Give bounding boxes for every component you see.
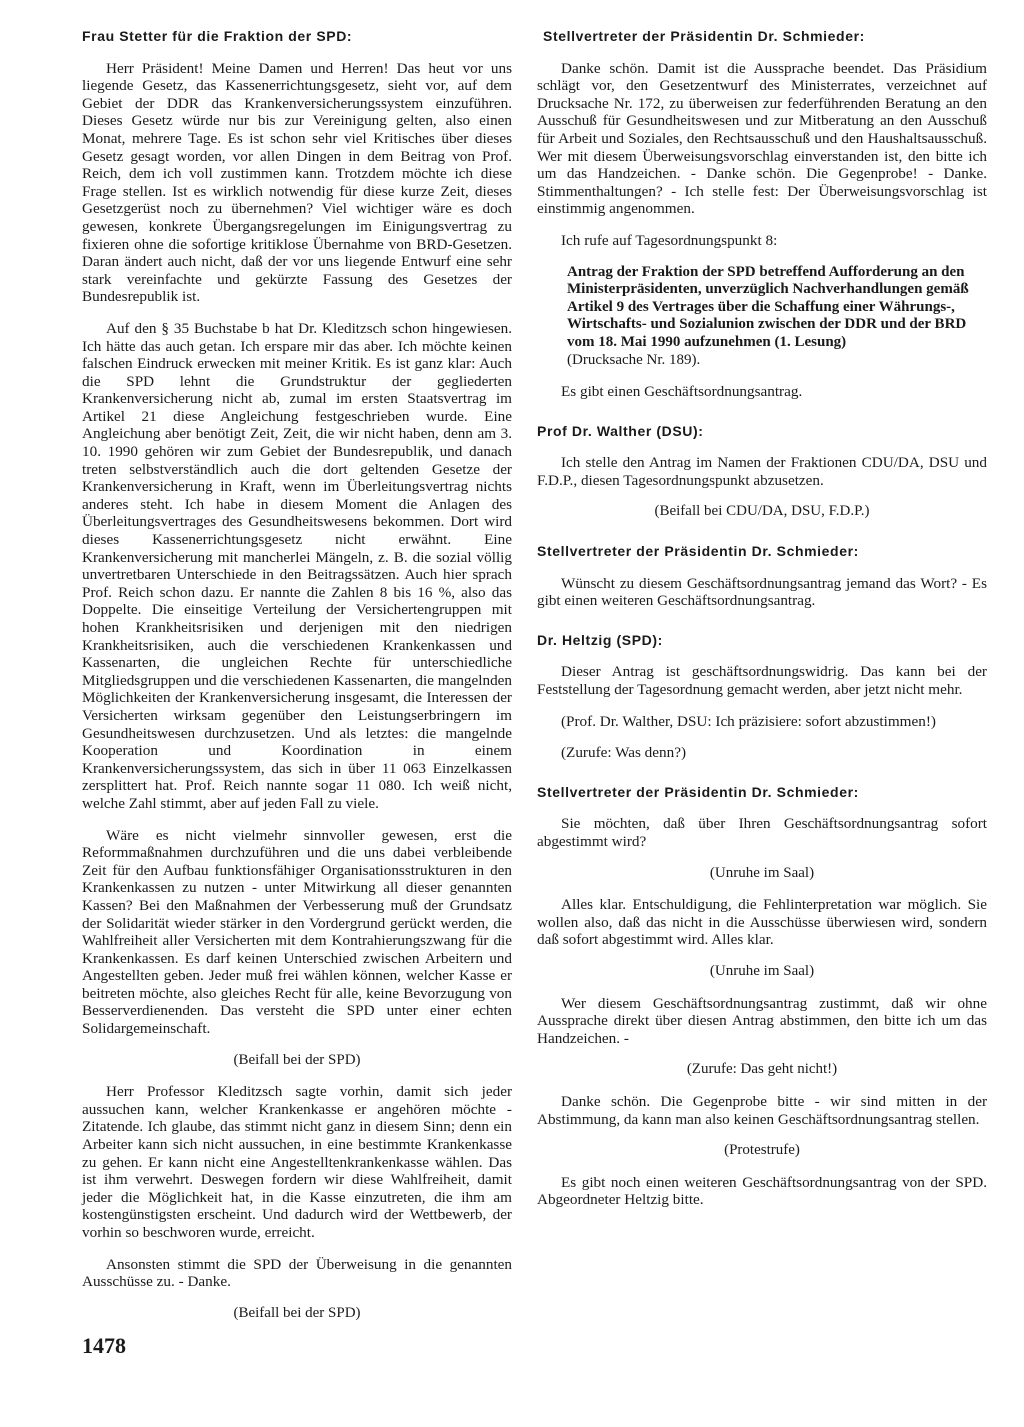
interjection: (Prof. Dr. Walther, DSU: Ich präzisiere: sofort abzustimmen!)	[561, 712, 936, 730]
paragraph: Sie möchten, daß über Ihren Geschäftsordnungsantrag sofort abgestimmt wird?	[537, 815, 987, 850]
paragraph: Wäre es nicht vielmehr sinnvoller gewesen, erst die Reformmaßnahmen durchzuführen und die uns dabei verbleibende Zeit für den Aufbau funktionsfähiger Organisationsstrukturen in den Krankenkassen zu nutzen - unter Mitwirkung all dieser genannten Kassen? Bei den Maßnahmen der Verbesserung muß der Grundsatz der Solidarität wieder stärker in den Vordergrund gerückt werden, die Wahlfreiheit aller Versicherten mit dem Kontrahierungszwang für die Krankenkassen. Es darf keinen Unterschied zwischen Arbeitern und Angestellten geben. Jeder muß frei wählen können, welcher Kasse er beitreten möchte, also gleiches Recht für alle, keine Bevorzugung von Besserverdienenden. Das versteht die SPD unter einer echten Solidargemeinschaft.	[82, 826, 512, 1038]
paragraph: Wer diesem Geschäftsordnungsantrag zustimmt, daß wir ohne Aussprache direkt über diesen Antrag abstimmen, den bitte ich um das Handzeichen. -	[537, 994, 987, 1047]
left-column	[82, 28, 512, 1336]
speaker-heading: Frau Stetter für die Fraktion der SPD:	[82, 28, 353, 44]
paragraph: Ich stelle den Antrag im Namen der Fraktionen CDU/DA, DSU und F.D.P., diesen Tagesordnungspunkt abzusetzen.	[537, 454, 987, 489]
applause-note: (Beifall bei der SPD)	[233, 1051, 361, 1068]
applause-note: (Beifall bei CDU/DA, DSU, F.D.P.)	[654, 503, 870, 520]
page-number: 1478	[82, 1333, 126, 1358]
speaker-heading: Stellvertreter der Präsidentin Dr. Schmieder:	[543, 28, 865, 44]
unrest-note: (Unruhe im Saal)	[709, 962, 815, 979]
paragraph: Auf den § 35 Buchstabe b hat Dr. Kleditzsch schon hingewiesen. Ich hätte das auch getan. Ich erspare mir das aber. Ich möchte keinen falschen Eindruck erwecken mit meiner Kritik. Es ist ganz klar: Auch die SPD lehnt die Grundstruktur der gegliederten Krankenversicherung nicht ab, zumal im ersten Staatsvertrag im Artikel 21 diese Angleichung festgeschrieben wurde. Eine Angleichung aber benötigt Zeit, Zeit, die wir nicht haben, denn am 3. 10. 1990 gehören wir zum Gebiet der Bundesrepublik, und danach treten selbstverständlich auch die dort geltenden Gesetze der Krankenversicherung in Kraft, wenn im Überleitungsvertrag nichts anderes steht. Ich habe in diesem Moment die Anlagen des Überleitungsvertrages des Gesundheitswesens bekommen. Dort wird dieses Kassenerrichtungsgesetz nicht erwähnt. Eine Krankenversicherung mit mancherlei Mängeln, z. B. die sozial völlig unvertretbaren Unterschiede in den Beitragssätzen. Auch hier sprach Prof. Reich schon dazu. Er nannte die Zahlen 8 bis 16 %, also das Doppelte. Die einseitige Verteilung der Versichertengruppen mit hohen Krankheitsrisiken und derjenigen mit den niedrigen Krankheitsrisiken, auch die verschiedenen Krankenkassen und Kassenarten, die ungleichen Rechte für unterschiedliche Mitgliedsgruppen und die verschiedenen Kassenarten, die mangelnden Möglichkeiten der Krankenversicherung insgesamt, die Interessen der Versicherten wirksam gegenüber den Leistungserbringern im Gesundheitswesen durchzusetzen. Und als letztes: die mangelnde Kooperation und Koordination in einem Krankenversicherungssystem, das sich in über 11 063 Einzelkassen zersplittert hat. Prof. Reich nannte sogar 11 080. Ich weiß nicht, welche Zahl stimmt, aber auf jeden Fall zu viele.	[82, 319, 512, 812]
unrest-note: (Unruhe im Saal)	[709, 864, 815, 881]
paragraph: Wünscht zu diesem Geschäftsordnungsantrag jemand das Wort? - Es gibt einen weiteren Geschäftsordnungsantrag.	[537, 574, 987, 610]
motion-title: Antrag der Fraktion der SPD betreffend Aufforderung an den Ministerpräsidenten, unverzüglich Nachverhandlungen gemäß Artikel 9 des Vertrages über die Schaffung einer Währungs-, Wirtschafts- und Sozialunion zwischen der DDR und der BRD vom 18. Mai 1990 aufzunehmen (1. Lesung)	[567, 263, 969, 350]
interjection: (Zurufe: Das geht nicht!)	[686, 1061, 838, 1078]
paragraph: Es gibt einen Geschäftsordnungsantrag.	[561, 383, 803, 401]
right-column	[537, 28, 987, 1223]
paragraph: Herr Professor Kleditzsch sagte vorhin, damit sich jeder aussuchen kann, welcher Krankenkasse er angehören möchte - Zitatende. Ich glaube, das stimmt nicht ganz in diesem Sinn; denn ein Arbeiter kann sich nicht aussuchen, in eine bestimmte Krankenkasse zu gehen. Er kann nicht eine Angestelltenkrankenkasse wählen. Das ist ihm verwehrt. Deswegen fordern wir diese Wahlfreiheit, damit jeder die Möglichkeit hat, in die Kasse einzutreten, die ihm am kostengünstigsten erscheint. Und dadurch wird der Wettbewerb, der vorhin so beschworen wurde, erreicht.	[82, 1083, 512, 1241]
speaker-heading: Stellvertreter der Präsidentin Dr. Schmieder:	[537, 543, 859, 560]
paragraph: Herr Präsident! Meine Damen und Herren! Das heut vor uns liegende Gesetz, das Kassenerrichtungsgesetz, sieht vor, auf dem Gebiet der DDR das Krankenversicherungssystem einzuführen. Dieses Gesetz würde nur bis zur Vereinigung gelten, also einen Monat, mehrere Tage. Es ist schon sehr viel Kritisches über dieses Gesetz gesagt worden, vor allen Dingen in dem Beitrag von Prof. Reich, dem ich voll zustimmen kann. Trotzdem möchte ich diese Frage stellen. Ist es wirklich notwendig für diese kurze Zeit, dieses Gesetzgerüst noch zu übernehmen? Viel wichtiger wäre es doch gewesen, konkrete Übergangsregelungen im Einigungsvertrag zu fixieren ohne die sofortige kritiklose Übernahme von BRD-Gesetzen. Daran ändert auch nicht, daß der vor uns liegende Entwurf eine sehr stark vereinfachte und gekürzte Fassung des Gesetzes der Bundesrepublik ist.	[82, 59, 512, 306]
applause-note: (Beifall bei der SPD)	[233, 1304, 361, 1321]
paragraph: Es gibt noch einen weiteren Geschäftsordnungsantrag von der SPD. Abgeordneter Heltzig bitte.	[537, 1173, 987, 1209]
motion-reference: (Drucksache Nr. 189).	[567, 351, 701, 368]
speaker-heading: Prof Dr. Walther (DSU):	[537, 422, 704, 439]
paragraph: Danke schön. Die Gegenprobe bitte - wir sind mitten in der Abstimmung, da kann man also keinen Geschäftsordnungsantrag stellen.	[537, 1092, 987, 1128]
interjection: (Zurufe: Was denn?)	[561, 744, 687, 762]
paragraph: Danke schön. Damit ist die Aussprache beendet. Das Präsidium schlägt vor, den Gesetzentwurf des Ministerrates, verzeichnet auf Drucksache Nr. 172, zu überweisen zur federführenden Beratung an den Ausschuß für Gesundheitswesen und zur Mitberatung an den Ausschuß für Arbeit und Soziales, den Rechtsausschuß und den Haushaltsausschuß. Wer mit diesem Überweisungsvorschlag einverstanden ist, den bitte ich um das Handzeichen. - Danke schön. Die Gegenprobe! - Danke. Stimmenthaltungen? - Ich stelle fest: Der Überweisungsvorschlag ist einstimmig angenommen.	[537, 59, 987, 218]
paragraph: Ich rufe auf Tagesordnungspunkt 8:	[561, 231, 778, 249]
paragraph: Dieser Antrag ist geschäftsordnungswidrig. Das kann bei der Feststellung der Tagesordnung gemacht werden, aber jetzt nicht mehr.	[537, 663, 987, 699]
speaker-heading: Stellvertreter der Präsidentin Dr. Schmieder:	[537, 783, 859, 800]
agenda-motion	[567, 264, 987, 370]
paragraph: Ansonsten stimmt die SPD der Überweisung in die genannten Ausschüsse zu. - Danke.	[82, 1255, 512, 1291]
speaker-heading: Dr. Heltzig (SPD):	[537, 631, 663, 648]
paragraph: Alles klar. Entschuldigung, die Fehlinterpretation war möglich. Sie wollen also, daß das nicht in die Ausschüsse überwiesen wird, sondern daß sofort abgestimmt wird. Alles klar.	[537, 896, 987, 949]
protest-note: (Protestrufe)	[724, 1142, 800, 1159]
